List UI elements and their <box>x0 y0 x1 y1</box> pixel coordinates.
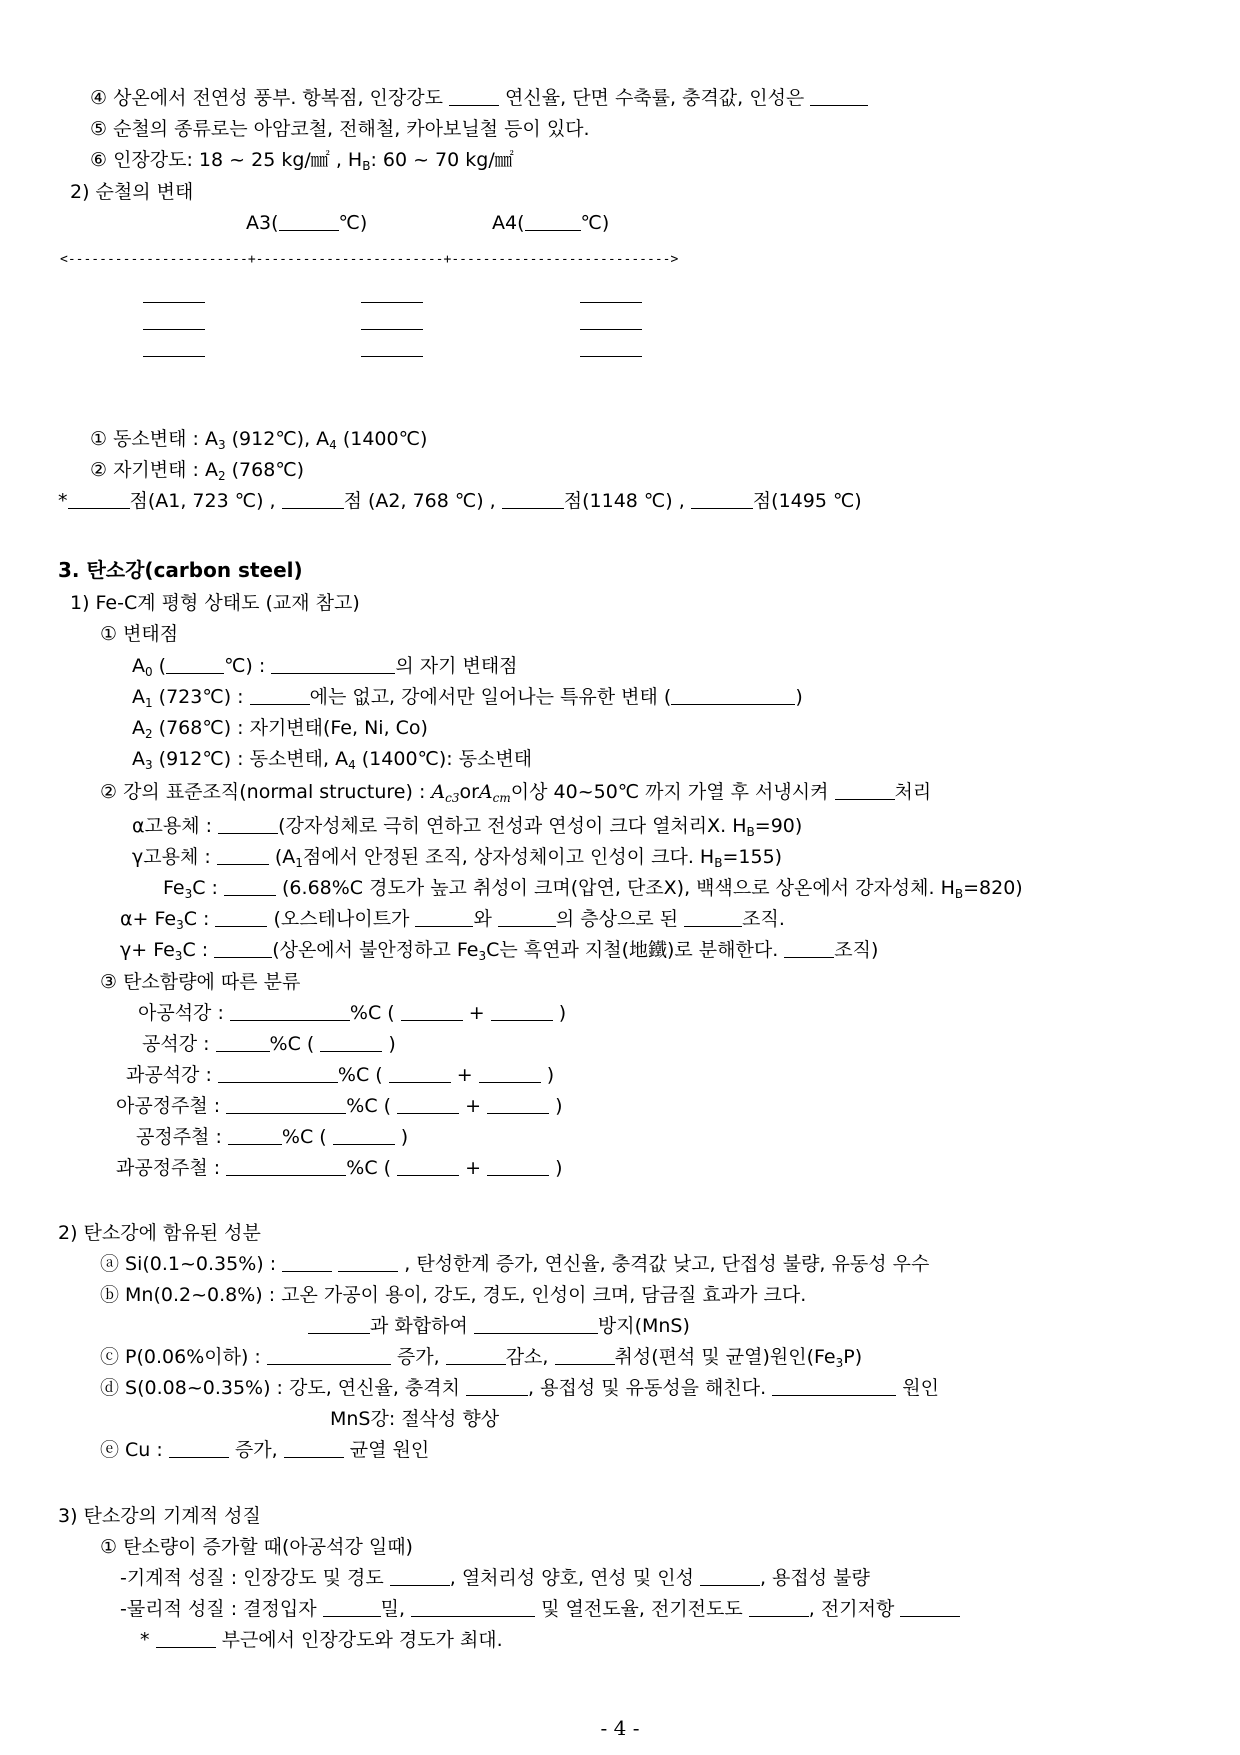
blank[interactable] <box>320 1033 382 1052</box>
blank[interactable] <box>487 1095 549 1114</box>
a1-line: $A_1$ (723℃) : 에는 없고, 강에서만 일어나는 특유한 변태 ( ) <box>132 686 803 710</box>
blank[interactable] <box>411 1598 535 1617</box>
item-heading: ① 변태점 <box>100 623 179 645</box>
mn-line: ⓑ Mn(0.2~0.8%) : 고온 가공이 용이, 강도, 경도, 인성이 크며, 담금질 효과가 크다. <box>100 1284 807 1306</box>
points-line: * 점(A1, 723 ℃) , 점 (A2, 768 ℃) , 점(1148 ℃) , 점(1495 ℃) <box>58 490 862 512</box>
classification-row: 공정주철 : %C ( ) <box>136 1126 409 1148</box>
blank[interactable] <box>525 212 581 231</box>
blank[interactable] <box>580 302 642 303</box>
blank[interactable] <box>216 1033 270 1052</box>
cu-line: ⓔ Cu : 증가, 균열 원인 <box>100 1439 430 1461</box>
blank[interactable] <box>323 1598 381 1617</box>
p-line: ⓒ P(0.06%이하) : 증가, 감소, 취성(편석 및 균열)원인$(Fe_3P)$ <box>100 1346 863 1370</box>
mechanical-line: -기계적 성질 : 인장강도 및 경도 , 열처리성 양호, 연성 및 인성 , 용접성 불량 <box>120 1567 870 1589</box>
blank[interactable] <box>397 1157 459 1176</box>
blank[interactable] <box>449 87 499 106</box>
classification-row: 과공석강 : %C ( + ) <box>126 1064 555 1086</box>
blank[interactable] <box>487 1157 549 1176</box>
blank[interactable] <box>226 1095 346 1114</box>
blank[interactable] <box>333 1126 395 1145</box>
blank[interactable] <box>361 302 423 303</box>
blank[interactable] <box>491 1002 553 1021</box>
blank[interactable] <box>446 1346 506 1365</box>
blank[interactable] <box>250 686 310 705</box>
subsection-heading: 3) 탄소강의 기계적 성질 <box>58 1505 261 1527</box>
allotropic-line: ① 동소변태 : $A_3$ (912℃), $A_4$ (1400℃) <box>90 428 428 452</box>
blank[interactable] <box>143 302 205 303</box>
blank[interactable] <box>466 1377 528 1396</box>
classification-row: 아공정주철 : %C ( + ) <box>116 1095 563 1117</box>
blank[interactable] <box>415 908 473 927</box>
blank[interactable] <box>214 939 272 958</box>
subsection-heading: 2) 탄소강에 함유된 성분 <box>58 1222 261 1244</box>
a2-line: $A_2$ (768℃) : 자기변태(Fe, Ni, Co) <box>132 717 428 741</box>
mns-line: MnS강: 절삭성 향상 <box>330 1408 500 1430</box>
page-number: - 4 - <box>600 1716 640 1740</box>
blank[interactable] <box>361 329 423 330</box>
blank[interactable] <box>390 1567 450 1586</box>
blank[interactable] <box>772 1377 896 1396</box>
blank[interactable] <box>479 1064 541 1083</box>
classification-row: 공석강 : %C ( ) <box>142 1033 396 1055</box>
blank[interactable] <box>498 908 556 927</box>
blank[interactable] <box>169 1439 229 1458</box>
blank[interactable] <box>224 877 276 896</box>
pearlite-line: $\alpha+ Fe_3C$ : (오스테나이트가 와 의 층상으로 된 조직. <box>120 908 785 932</box>
blank[interactable] <box>700 1567 760 1586</box>
blank[interactable] <box>749 1598 809 1617</box>
classification-row: 아공석강 : %C ( + ) <box>138 1002 567 1024</box>
item5-line: ⑤ 순철의 종류로는 아암코철, 전해철, 카아보닐철 등이 있다. <box>90 118 590 140</box>
blank[interactable] <box>474 1315 598 1334</box>
blank[interactable] <box>338 1253 398 1272</box>
blank[interactable] <box>684 908 742 927</box>
blank[interactable] <box>555 1346 615 1365</box>
si-line: ⓐ Si(0.1~0.35%) : , 탄성한계 증가, 연신율, 충격값 낮고, 단접성 불량, 유동성 우수 <box>100 1253 930 1275</box>
blank[interactable] <box>267 1346 391 1365</box>
mn-line-2: 과 화합하여 방지(MnS) <box>308 1314 690 1338</box>
blank[interactable] <box>218 815 278 834</box>
blank[interactable] <box>691 490 753 509</box>
blank[interactable] <box>397 1095 459 1114</box>
blank[interactable] <box>215 908 267 927</box>
blank[interactable] <box>271 655 395 674</box>
max-line: * 부근에서 인장강도와 경도가 최대. <box>140 1629 503 1651</box>
blank[interactable] <box>282 1253 332 1272</box>
blank[interactable] <box>580 356 642 357</box>
item6-line: ⑥ 인장강도: 18 ~ 25 kg/㎟ , $H_B$: 60 ~ 70 kg/㎟ <box>90 149 514 173</box>
a0-line: $A_0$ ( ℃) : 의 자기 변태점 <box>132 655 518 679</box>
blank[interactable] <box>230 1002 350 1021</box>
blank[interactable] <box>218 1064 338 1083</box>
gamma-line: γ고용체 : ($A_1$점에서 안정된 조직, 상자성체이고 인성이 크다. $H_B=155$) <box>132 846 783 870</box>
item-heading: ① 탄소량이 증가할 때(아공석강 일때) <box>100 1536 413 1558</box>
blank[interactable] <box>284 1439 344 1458</box>
blank[interactable] <box>671 686 795 705</box>
blank[interactable] <box>580 329 642 330</box>
blank[interactable] <box>389 1064 451 1083</box>
blank[interactable] <box>810 87 868 106</box>
blank[interactable] <box>835 781 895 800</box>
blank[interactable] <box>217 846 269 865</box>
blank[interactable] <box>226 1157 346 1176</box>
blank[interactable] <box>282 490 344 509</box>
blank[interactable] <box>143 329 205 330</box>
a3-line: $A_3$ (912℃) : 동소변태, $A_4$ (1400℃): 동소변태 <box>132 748 533 772</box>
fe3c-line: $Fe_3C$ : (6.68%C 경도가 높고 취성이 크며(압연, 단조X), 백색으로 상온에서 강자성체. $H_B=820$) <box>163 877 1023 901</box>
subsection-heading: 1) Fe-C계 평형 상태도 (교재 참고) <box>70 592 360 614</box>
normal-structure-line: ② 강의 표준조직(normal structure) : $A_{c3}orA_{cm}$이상 40~50℃ 까지 가열 후 서냉시켜 처리 <box>100 781 932 805</box>
a3-label: A3( ℃) <box>246 212 368 234</box>
blank[interactable] <box>784 939 834 958</box>
section-title: 3. 탄소강(carbon steel) <box>58 558 303 582</box>
s-line: ⓓ S(0.08~0.35%) : 강도, 연신율, 충격치 , 용접성 및 유동성을 해친다. 원인 <box>100 1377 939 1399</box>
a4-label: A4( ℃) <box>492 212 610 234</box>
blank[interactable] <box>401 1002 463 1021</box>
blank[interactable] <box>68 490 130 509</box>
blank[interactable] <box>361 356 423 357</box>
temperature-axis: <-----------------------+------------------------+----------------------------> <box>60 252 679 267</box>
blank[interactable] <box>308 1315 370 1334</box>
blank[interactable] <box>143 356 205 357</box>
ledeburite-line: $\gamma+ Fe_3C$ : (상온에서 불안정하고 $Fe_3C$는 흑연과 지철(地鐵)로 분해한다. 조직) <box>120 939 879 963</box>
blank[interactable] <box>228 1126 282 1145</box>
blank[interactable] <box>502 490 564 509</box>
alpha-line: α고용체 : (강자성체로 극히 연하고 전성과 연성이 크다 열처리X. $H_B=90$) <box>132 815 803 839</box>
physical-line: -물리적 성질 : 결정입자 밀, 및 열전도율, 전기전도도 , 전기저항 <box>120 1597 960 1621</box>
blank[interactable] <box>166 655 224 674</box>
item4-line: ④ 상온에서 전연성 풍부. 항복점, 인장강도 연신율, 단면 수축률, 충격값, 인성은 <box>90 86 868 110</box>
magnetic-line: ② 자기변태 : $A_2$ (768℃) <box>90 459 305 483</box>
classification-row: 과공정주철 : %C ( + ) <box>116 1157 563 1179</box>
blank[interactable] <box>900 1598 960 1617</box>
blank[interactable] <box>156 1629 216 1648</box>
item-heading: ③ 탄소함량에 따른 분류 <box>100 971 301 993</box>
section-heading: 2) 순철의 변태 <box>70 181 194 203</box>
blank[interactable] <box>279 212 339 231</box>
